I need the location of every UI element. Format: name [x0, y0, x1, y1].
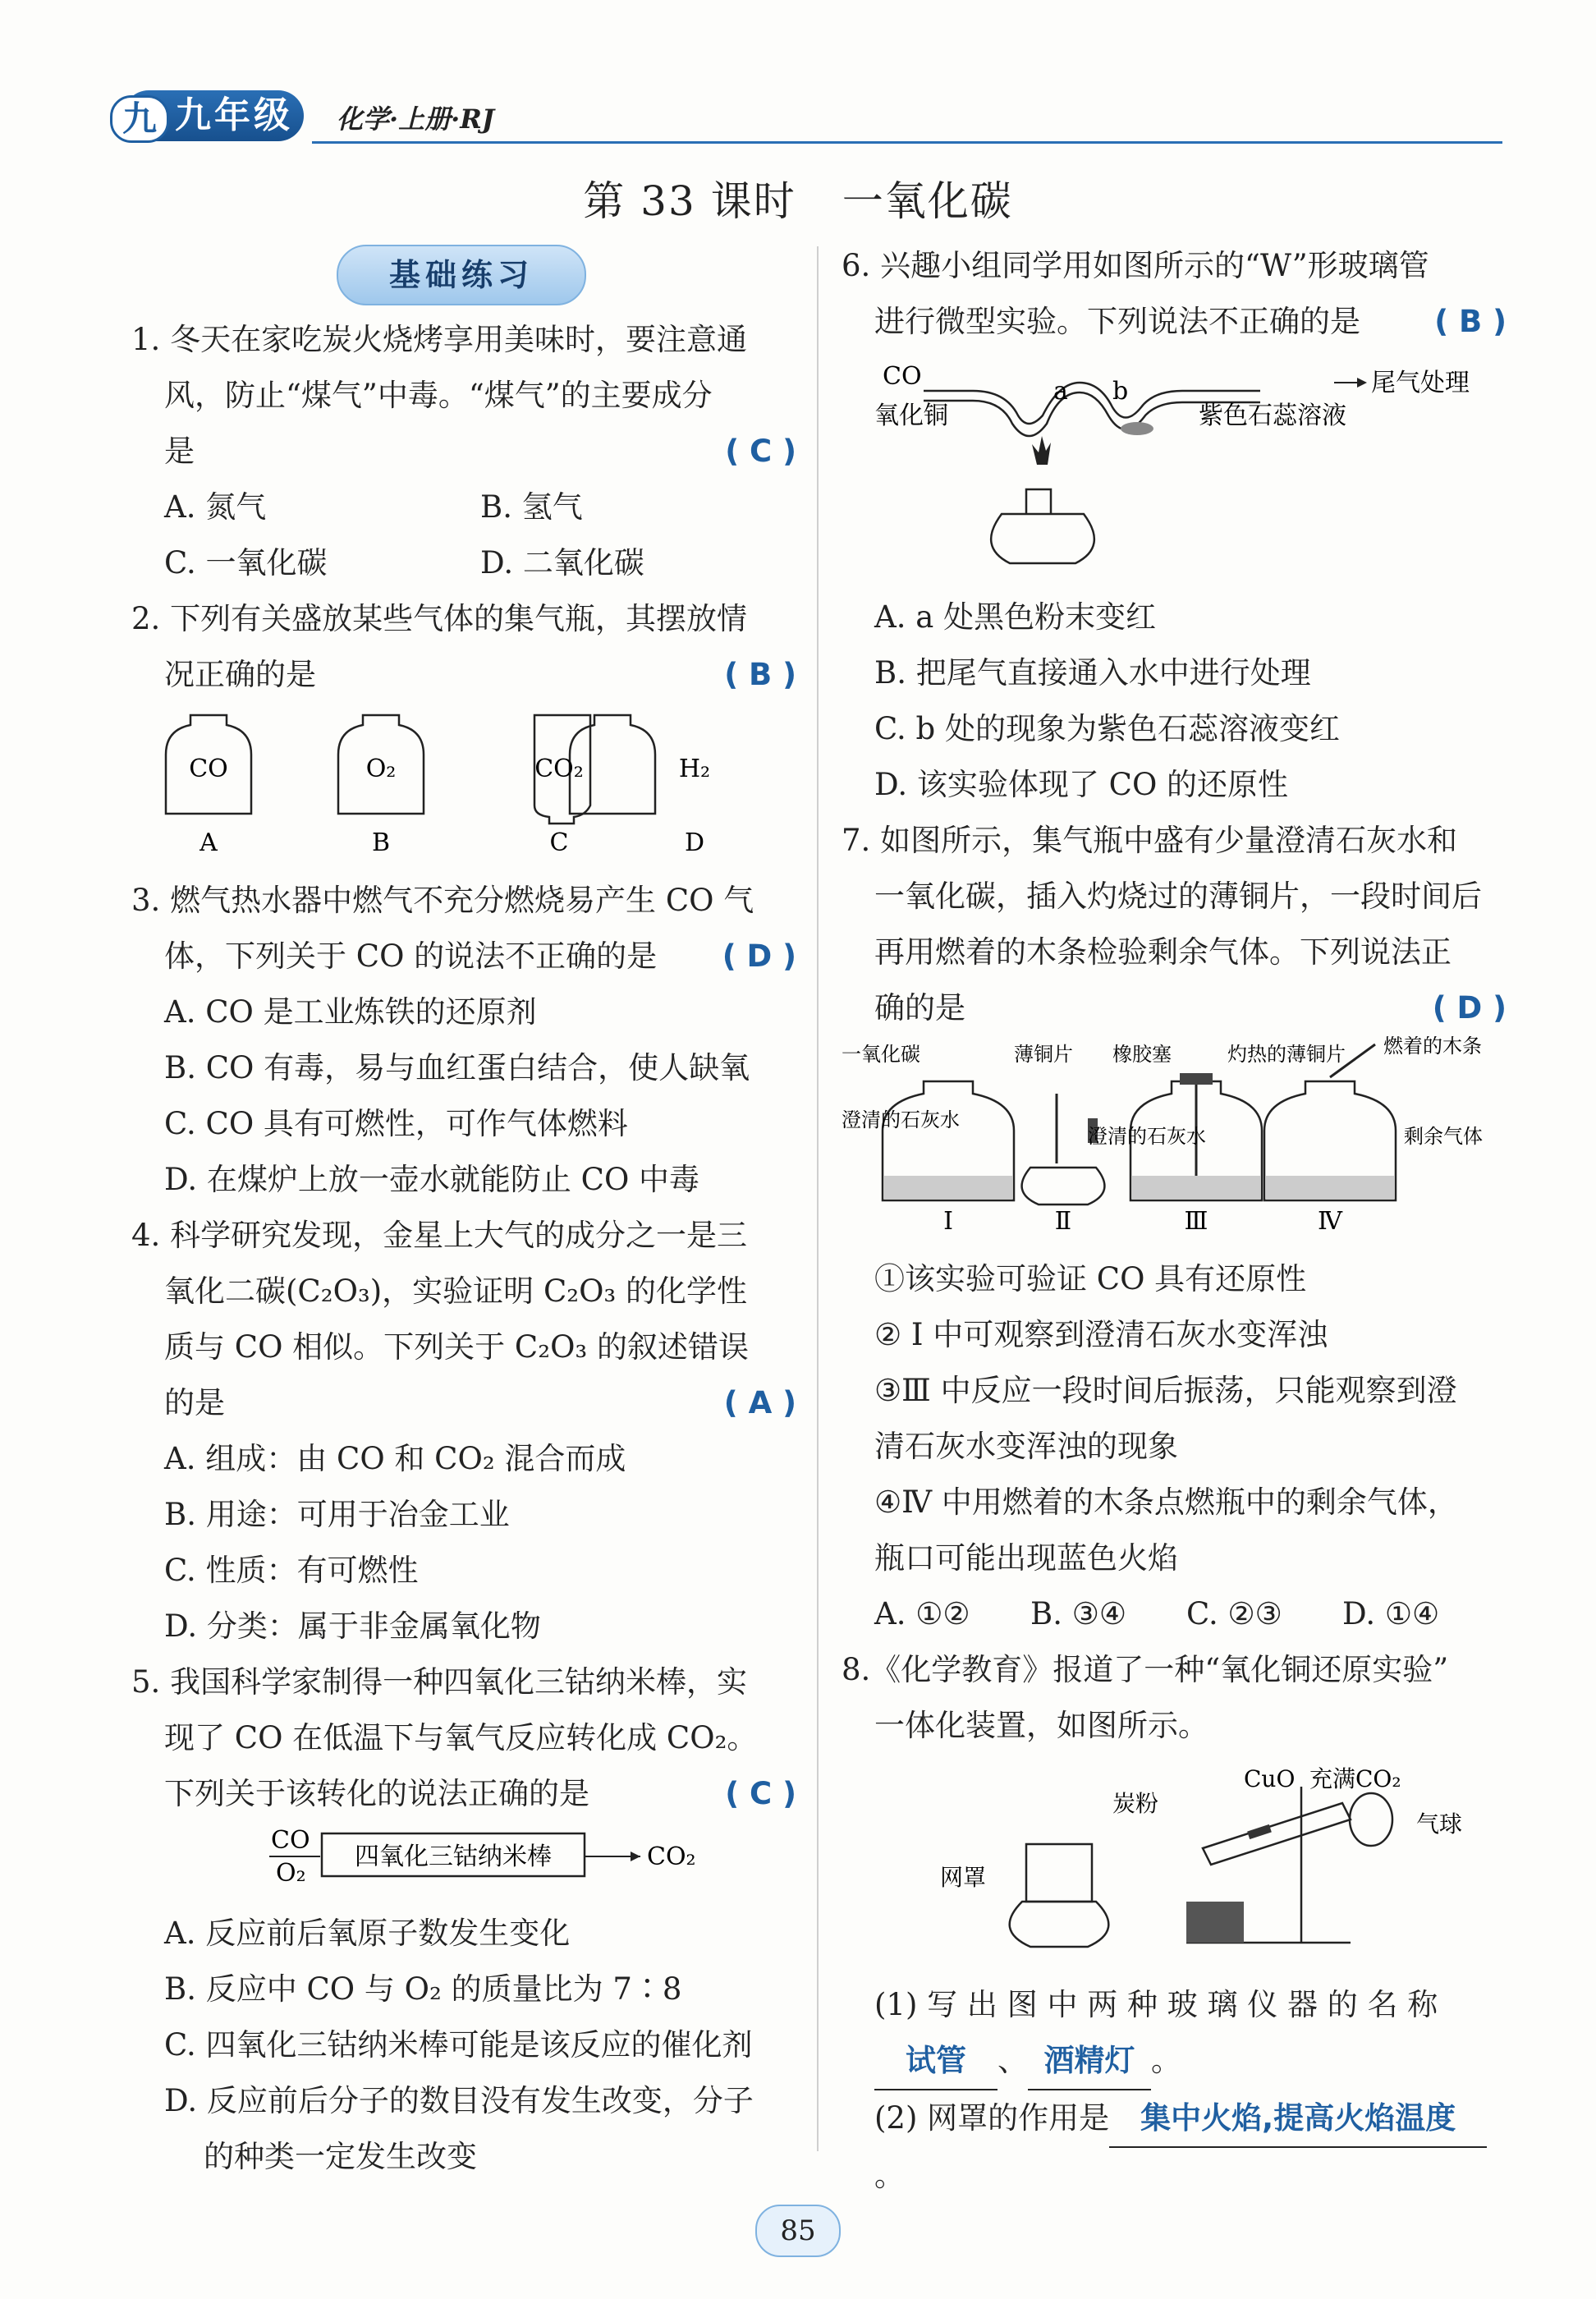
- svg-text:Ⅲ: Ⅲ: [1184, 1207, 1208, 1233]
- question-5: 5. 我国科学家制得一种四氧化三钴纳米棒，实 现了 CO 在低温下与氧气反应转化成 CO₂。 下列关于该转化的说法正确的是 ( C ) CO O₂ 四氧化三钴纳米棒 CO₂ A. 反应前后氧原子数发生变化 B. 反应中 CO 与 O₂ 的质量比为 7∶8 C. 四氧化三钴纳米棒可能是该反应的催化剂 D. 反应前后分子的数目没有发生改变，分子 的种类一定发生改变: [131, 1664, 796, 2174]
- svg-text:灼热的薄铜片: 灼热的薄铜片: [1227, 1043, 1346, 1066]
- column-divider: [817, 246, 819, 2151]
- question-2: 2. 下列有关盛放某些气体的集气瓶，其摆放情 况正确的是 ( B ) CO O₂ CO₂ H₂ A B C D: [131, 591, 796, 873]
- question-6: 6. 兴趣小组同学用如图所示的“W”形玻璃管 进行微型实验。下列说法不正确的是 ( B ) CO a b 尾气处理 氧化铜 紫色石蕊溶液 A. a 处黑色粉末变红 B. 把尾气直接通入水中进行处理 C. b 处的现象为紫色石蕊溶液变红 D. 该实验体现了 CO 的还原性: [842, 248, 1507, 802]
- option-d-label: D: [684, 828, 705, 855]
- svg-text:紫色石蕊溶液: 紫色石蕊溶液: [1199, 402, 1346, 430]
- left-column: [131, 312, 796, 2185]
- w-tube-diagram: [842, 350, 1507, 571]
- burner: [1010, 1902, 1109, 1947]
- svg-text:O₂: O₂: [276, 1859, 306, 1888]
- answer-8-1a: 试管: [874, 2033, 998, 2090]
- subject-label: 化学·上册·RJ: [337, 103, 495, 135]
- bottle-label-h2: H₂: [678, 755, 711, 783]
- answer-1: ( C ): [725, 434, 796, 469]
- svg-text:橡胶塞: 橡胶塞: [1112, 1043, 1172, 1066]
- svg-text:网罩: 网罩: [940, 1864, 987, 1891]
- svg-text:b: b: [1112, 377, 1129, 406]
- page-title: 第 33 课时 一氧化碳: [583, 177, 1013, 225]
- svg-text:澄清的石灰水: 澄清的石灰水: [842, 1108, 960, 1131]
- co-experiment-diagram: [842, 1036, 1507, 1233]
- svg-text:四氧化三钴纳米棒: 四氧化三钴纳米棒: [355, 1842, 552, 1871]
- svg-text:CuO: CuO: [1244, 1765, 1296, 1792]
- lamp-2: [1022, 1168, 1105, 1205]
- svg-text:气球: 气球: [1416, 1810, 1463, 1838]
- right-column: [842, 238, 1507, 2204]
- svg-text:CO₂: CO₂: [647, 1842, 696, 1871]
- svg-text:薄铜片: 薄铜片: [1014, 1043, 1073, 1066]
- reaction-equation: [131, 1822, 796, 1888]
- answer-8-2: 集中火焰,提高火焰温度: [1109, 2090, 1487, 2148]
- cuo-reduction-diagram: [842, 1754, 1507, 1959]
- svg-text:燃着的木条: 燃着的木条: [1383, 1036, 1482, 1058]
- bottle-label-co: CO: [189, 755, 228, 783]
- bottle-label-o2: O₂: [365, 755, 397, 783]
- answer-6: ( B ): [1434, 304, 1507, 339]
- bottle-label-co2: CO₂: [534, 755, 584, 783]
- option-a-label: A: [200, 828, 218, 855]
- test-tube: [1203, 1803, 1351, 1865]
- svg-text:一氧化碳: 一氧化碳: [842, 1043, 920, 1066]
- grade-char: 九: [110, 95, 169, 143]
- answer-7: ( D ): [1432, 990, 1507, 1026]
- question-1: 1. 冬天在家吃炭火烧烤享用美味时，要注意通 风，防止“煤气”中毒。“煤气”的主要成分 是 ( C ) A. 氮气 B. 氢气 C. 一氧化碳 D. 二氧化碳: [131, 322, 796, 580]
- svg-text:充满CO₂: 充满CO₂: [1309, 1765, 1401, 1792]
- svg-text:炭粉: 炭粉: [1112, 1790, 1159, 1817]
- question-7: 7. 如图所示，集气瓶中盛有少量澄清石灰水和 一氧化碳，插入灼烧过的薄铜片，一段时间后 再用燃着的木条检验剩余气体。下列说法正 确的是 ( D ) 一氧化碳 澄清的石灰水 薄铜片 橡胶塞 澄清的石灰水 灼热的薄铜片 燃着的木条 剩余气体 Ⅰ Ⅱ Ⅲ Ⅳ ①该实验可验证 CO 具有还原性 ② Ⅰ 中可观察到澄清石灰水变浑浊 ③Ⅲ 中反应一段时间后振荡，只能观察到澄 清石灰水变浑浊的现象 ④Ⅳ 中用燃着的木条点燃瓶中的剩余气体， 瓶口可能出现蓝色火焰 A. ①② B. ③④ C. ②③ D. ①④: [842, 823, 1507, 1631]
- option-b-label: B: [371, 828, 391, 855]
- answer-3: ( D ): [722, 938, 796, 974]
- svg-text:Ⅱ: Ⅱ: [1054, 1207, 1072, 1233]
- grade-badge: 九年级: [123, 90, 304, 141]
- svg-text:CO: CO: [271, 1826, 310, 1855]
- svg-text:氧化铜: 氧化铜: [874, 402, 948, 430]
- balloon: [1350, 1793, 1392, 1846]
- alcohol-lamp: [991, 514, 1094, 563]
- answer-4: ( A ): [723, 1385, 796, 1420]
- section-label: 基础练习: [337, 245, 586, 305]
- svg-text:Ⅰ: Ⅰ: [943, 1207, 953, 1233]
- svg-text:尾气处理: 尾气处理: [1371, 369, 1470, 397]
- option-c-label: C: [549, 828, 569, 855]
- svg-text:CO: CO: [883, 362, 922, 391]
- svg-text:a: a: [1053, 377, 1068, 406]
- svg-text:剩余气体: 剩余气体: [1404, 1125, 1483, 1148]
- question-3: 3. 燃气热水器中燃气不充分燃烧易产生 CO 气 体，下列关于 CO 的说法不正确的是 ( D ) A. CO 是工业炼铁的还原剂 B. CO 有毒，易与血红蛋白结合，使人缺氧 C. CO 具有可燃性，可作气体燃料 D. 在煤炉上放一壶水就能防止 CO 中毒: [131, 883, 796, 1197]
- header-rule: [312, 141, 1502, 144]
- page-header: [123, 90, 1502, 148]
- svg-text:Ⅳ: Ⅳ: [1318, 1207, 1342, 1233]
- answer-5: ( C ): [725, 1776, 796, 1811]
- answer-8-1b: 酒精灯: [1028, 2033, 1151, 2090]
- question-4: 4. 科学研究发现，金星上大气的成分之一是三 氧化二碳(C₂O₃)，实验证明 C₂O₃ 的化学性 质与 CO 相似。下列关于 C₂O₃ 的叙述错误 的是 ( A ) A. 组成：由 CO 和 CO₂ 混合而成 B. 用途：可用于冶金工业 C. 性质：有可燃性 D. 分类：属于非金属氧化物: [131, 1218, 796, 1644]
- svg-text:澄清的石灰水: 澄清的石灰水: [1088, 1125, 1206, 1148]
- page-number: 85: [755, 2205, 841, 2257]
- gas-bottles-diagram: [131, 703, 796, 855]
- answer-2: ( B ): [724, 657, 796, 692]
- question-8: 8.《化学教育》报道了一种“氧化铜还原实验” 一体化装置，如图所示。 CuO 充满CO₂ 炭粉 气球 网罩 (1) 写 出 图 中 两 种 玻 璃 仪 器 的 名 称 试管 、 酒精灯 。 (2) 网罩的作用是 集中火焰,提高火焰温度。: [842, 1642, 1507, 2204]
- net-cover: [1026, 1844, 1092, 1902]
